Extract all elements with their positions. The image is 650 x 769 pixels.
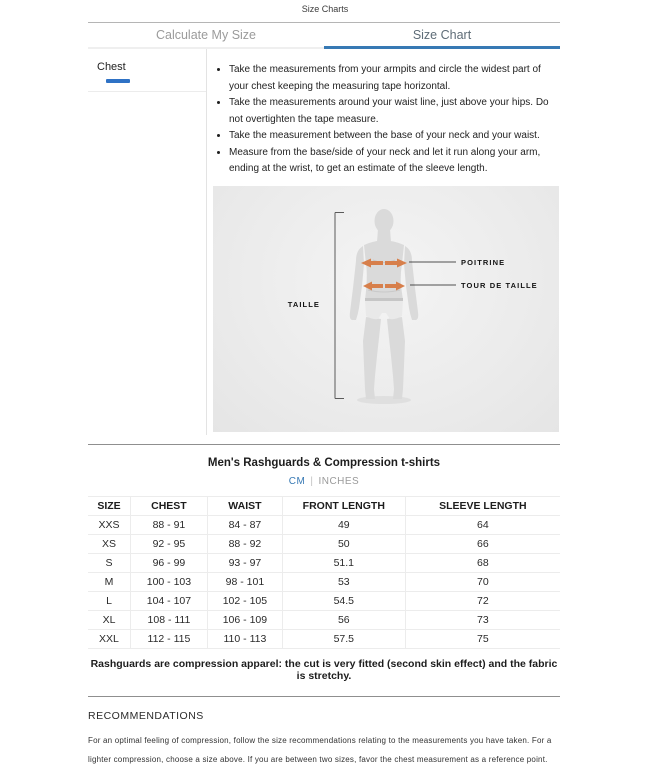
table-row [88,516,560,535]
briefs-waistband [365,298,403,301]
chest-label: POITRINE [461,258,506,267]
instruction-item: • Take the measurements around your waist line, just above your hips. Do not overtighten the tape measure. [229,95,560,128]
cell-chest: 92 - 95 [130,535,207,554]
mannequin-briefs [365,300,403,319]
compression-note: Rashguards are compression apparel: the cut is very fitted (second skin effect) and the fabric is stretchy. [90,658,558,682]
instruction-item: • Take the measurement between the base of your neck and your waist. [229,128,560,145]
size-table-title: Men's Rashguards & Compression t-shirts [207,457,441,469]
cell-front-length: 51.1 [282,554,405,573]
cell-chest: 112 - 115 [130,630,207,649]
cell-sleeve-length: 75 [405,630,560,649]
cell-sleeve-length: 70 [405,573,560,592]
cell-size: M [88,573,130,592]
column-header: WAIST [207,497,282,516]
unit-toggle [88,476,560,487]
instruction-item: • Measure from the base/side of your neck and let it run along your arm, ending at the wrist, to get an estimate of the sleeve length. [229,145,560,178]
cell-sleeve-length: 72 [405,592,560,611]
cell-size: XXS [88,516,130,535]
waist-label: TOUR DE TAILLE [461,281,538,290]
column-header: SIZE [88,497,130,516]
column-header: FRONT LENGTH [282,497,405,516]
cell-front-length: 57.5 [282,630,405,649]
cell-chest: 96 - 99 [130,554,207,573]
size-table-body [88,516,560,649]
measurement-sidebar [88,49,207,435]
cell-size: L [88,592,130,611]
sidebar-item-chest[interactable] [88,49,206,92]
instructions-area [207,49,560,435]
cell-chest: 100 - 103 [130,573,207,592]
size-chart-panel [88,22,560,769]
cell-chest: 108 - 111 [130,611,207,630]
tab-calculate-my-size[interactable]: Calculate My Size [88,23,324,49]
content-row [88,49,560,435]
cell-sleeve-length: 66 [405,535,560,554]
measurement-instructions-list [207,62,560,178]
table-row [88,535,560,554]
table-row [88,592,560,611]
cell-size: XXL [88,630,130,649]
cell-waist: 102 - 105 [207,592,282,611]
unit-option-cm[interactable]: CM [288,476,306,487]
tab-bar [88,23,560,49]
cell-waist: 98 - 101 [207,573,282,592]
page-title: Size Charts [301,4,349,14]
recommendations-text: For an optimal feeling of compression, follow the size recommendations relating to the measurements you have taken. For a lighter compression, choose a size above. If you are between two sizes, favor the chest measurement as a reference point. [88,736,552,764]
table-row [88,554,560,573]
cell-waist: 110 - 113 [207,630,282,649]
cell-waist: 93 - 97 [207,554,282,573]
recommendations-title: RECOMMENDATIONS [88,710,204,722]
sidebar-item-label: Chest [97,61,126,73]
column-header: SLEEVE LENGTH [405,497,560,516]
cell-size: S [88,554,130,573]
size-table-header-row [88,497,560,516]
table-row [88,630,560,649]
unit-separator: | [310,476,314,487]
table-row [88,573,560,592]
cell-sleeve-length: 73 [405,611,560,630]
table-section-divider [88,444,560,445]
cell-size: XS [88,535,130,554]
tab-size-chart[interactable]: Size Chart [324,23,560,49]
height-measure-line-icon [335,213,344,399]
cell-waist: 88 - 92 [207,535,282,554]
cell-front-length: 49 [282,516,405,535]
cell-front-length: 54.5 [282,592,405,611]
cell-chest: 104 - 107 [130,592,207,611]
cell-size: XL [88,611,130,630]
column-header: CHEST [130,497,207,516]
cell-front-length: 53 [282,573,405,592]
cell-chest: 88 - 91 [130,516,207,535]
cell-sleeve-length: 64 [405,516,560,535]
cell-waist: 84 - 87 [207,516,282,535]
body-measurement-diagram [213,186,559,432]
mannequin-figure-illustration [213,186,559,432]
recommendations-divider [88,696,560,697]
instruction-item: • Take the measurements from your armpits and circle the widest part of your chest keeping the measuring tape horizontal. [229,62,560,95]
cell-front-length: 50 [282,535,405,554]
active-indicator-dash [106,79,130,83]
cell-sleeve-length: 68 [405,554,560,573]
height-label: TAILLE [287,300,320,309]
table-row [88,611,560,630]
cell-front-length: 56 [282,611,405,630]
unit-option-inches[interactable]: INCHES [318,476,360,487]
size-table [88,496,560,649]
cell-waist: 106 - 109 [207,611,282,630]
